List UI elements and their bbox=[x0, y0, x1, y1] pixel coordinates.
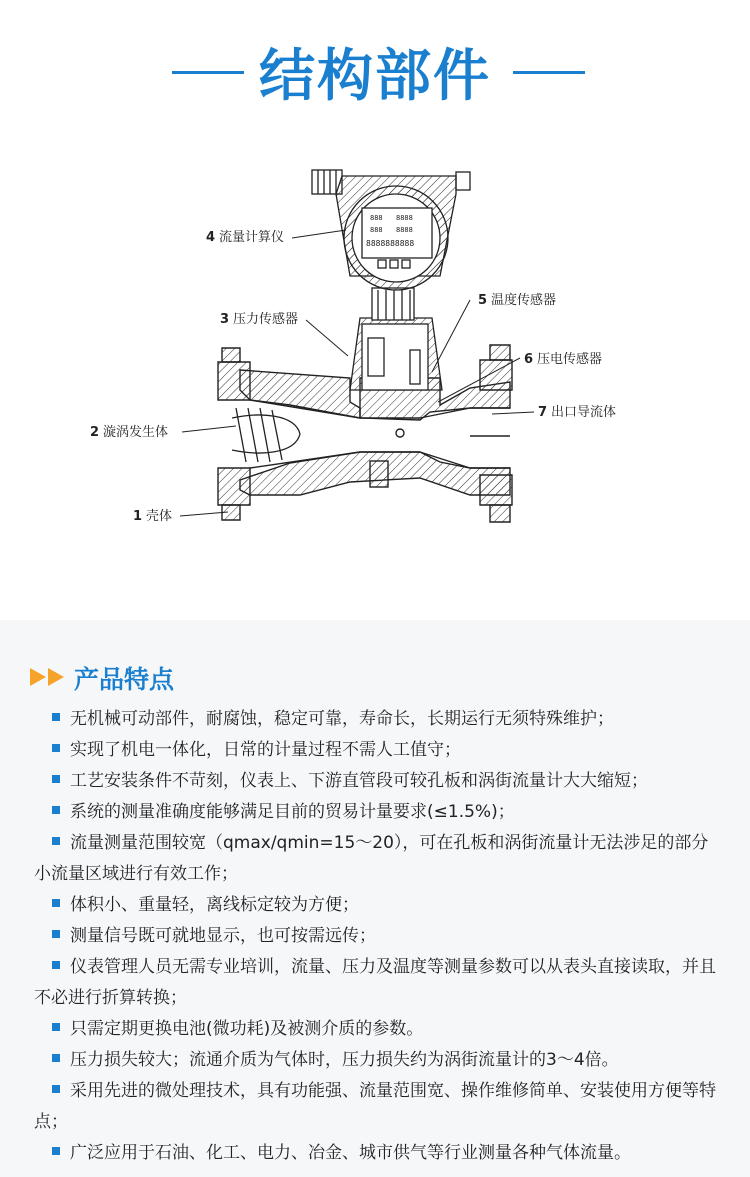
list-item: 采用先进的微处理技术，具有功能强、流量范围宽、操作维修简单、安装使用方便等特点； bbox=[34, 1081, 716, 1132]
label-2: 2 漩涡发生体 bbox=[90, 425, 169, 440]
square-bullet-icon bbox=[52, 744, 60, 752]
square-bullet-icon bbox=[52, 1085, 60, 1093]
lcd-digits-4: 8888 bbox=[396, 226, 413, 234]
swirl-generator bbox=[232, 408, 300, 462]
label-3: 3 压力传感器 bbox=[220, 312, 299, 327]
page-title: 结构部件 bbox=[259, 44, 491, 109]
lcd-digits-2: 8888 bbox=[396, 214, 413, 222]
flowmeter-diagram bbox=[0, 150, 750, 550]
list-item: 体积小、重量轻，离线标定较为方便； bbox=[34, 890, 724, 921]
list-item: 压力损失较大；流通介质为气体时，压力损失约为涡街流量计的3～4倍。 bbox=[34, 1045, 724, 1076]
list-item: 实现了机电一体化，日常的计量过程不需人工值守； bbox=[34, 735, 724, 766]
list-item: 仪表管理人员无需专业培训，流量、压力及温度等测量参数可以从表头直接读取，并且不必进行折算转换； bbox=[34, 957, 716, 1008]
list-item: 系统的测量准确度能够满足目前的贸易计量要求(≤1.5%)； bbox=[34, 797, 724, 828]
features-list bbox=[34, 704, 724, 1169]
list-item: 流量测量范围较宽（qmax/qmin=15～20），可在孔板和涡街流量计无法涉足的部分小流量区域进行有效工作； bbox=[34, 833, 709, 884]
square-bullet-icon bbox=[52, 1023, 60, 1031]
label-5: 5 温度传感器 bbox=[478, 293, 557, 308]
list-item: 只需定期更换电池(微功耗)及被测介质的参数。 bbox=[34, 1014, 724, 1045]
square-bullet-icon bbox=[52, 1054, 60, 1062]
label-7: 7 出口导流体 bbox=[538, 405, 617, 420]
list-item: 测量信号既可就地显示，也可按需远传； bbox=[34, 921, 724, 952]
square-bullet-icon bbox=[52, 775, 60, 783]
list-item: 工艺安装条件不苛刻，仪表上、下游直管段可较孔板和涡街流量计大大缩短； bbox=[34, 766, 724, 797]
label-6: 6 压电传感器 bbox=[524, 352, 603, 367]
lcd-digits-3: 888 bbox=[370, 226, 383, 234]
label-1: 1 壳体 bbox=[133, 509, 173, 524]
section-title-wrap bbox=[0, 28, 750, 108]
lcd-digits-1: 888 bbox=[370, 214, 383, 222]
square-bullet-icon bbox=[52, 837, 60, 845]
lcd-digits-5: 8888888888 bbox=[366, 239, 415, 248]
square-bullet-icon bbox=[52, 713, 60, 721]
square-bullet-icon bbox=[52, 806, 60, 814]
label-4: 4 流量计算仪 bbox=[206, 230, 285, 245]
flow-computer-head bbox=[312, 170, 470, 290]
sensor-neck bbox=[350, 288, 442, 390]
features-title: 产品特点 bbox=[74, 665, 175, 694]
square-bullet-icon bbox=[52, 961, 60, 969]
title-divider-right bbox=[513, 71, 585, 74]
square-bullet-icon bbox=[52, 930, 60, 938]
square-bullet-icon bbox=[52, 899, 60, 907]
list-item: 无机械可动部件，耐腐蚀，稳定可靠，寿命长，长期运行无须特殊维护； bbox=[34, 704, 724, 735]
list-item: 广泛应用于石油、化工、电力、冶金、城市供气等行业测量各种气体流量。 bbox=[34, 1138, 724, 1169]
double-arrow-icon bbox=[30, 666, 68, 688]
square-bullet-icon bbox=[52, 1147, 60, 1155]
